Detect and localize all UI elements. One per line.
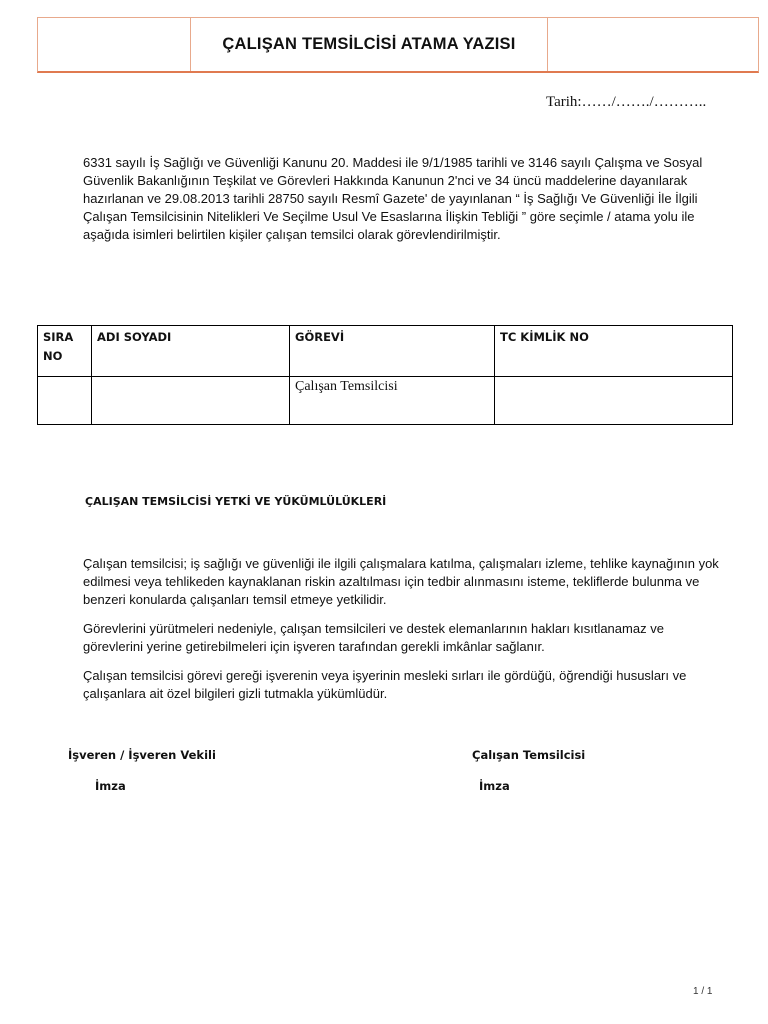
employer-title: İşveren / İşveren Vekili bbox=[68, 748, 216, 762]
header-left-cell bbox=[38, 18, 191, 71]
section-heading: ÇALIŞAN TEMSİLCİSİ YETKİ VE YÜKÜMLÜLÜKLERİ bbox=[85, 495, 387, 508]
representative-signature-label: İmza bbox=[479, 779, 510, 793]
col-header-sira: SIRA NO bbox=[38, 326, 92, 377]
cell-tc[interactable] bbox=[495, 377, 733, 425]
intro-paragraph: 6331 sayılı İş Sağlığı ve Güvenliği Kanunu 20. Maddesi ile 9/1/1985 tarihli ve 3146 sayılı Çalışma ve Sosyal Güvenlik Bakanlığının Teşkilat ve Görevleri Hakkında Kanunun 2'nci ve 34 üncü maddelerine dayanılarak hazırlanan ve 29.08.2013 tarihli 28750 sayılı Resmî Gazete' de yayınlanan “ İş Sağlığı Ve Güvenliği İle İlgili Çalışan Temsilcisinin Nitelikleri Ve Seçilme Usul Ve Esaslarına İlişkin Tebliği ” göre seçimle / atama yolu ile aşağıda isimleri belirtilen kişiler çalışan temsilci olarak görevlendirilmiştir. bbox=[83, 155, 703, 242]
employer-signature-label: İmza bbox=[95, 779, 126, 793]
representative-title: Çalışan Temsilcisi bbox=[472, 748, 586, 762]
representative-table bbox=[37, 325, 733, 425]
header-box bbox=[37, 17, 759, 73]
col-header-tc: TC KİMLİK NO bbox=[495, 326, 733, 377]
table-header-row bbox=[38, 326, 733, 377]
cell-adi[interactable] bbox=[92, 377, 290, 425]
paragraph-3: Çalışan temsilcisi görevi gereği işverenin veya işyerinin mesleki sırları ile gördüğü, öğrendiği hususları ve çalışanlara ait özel bilgileri gizli tutmakla yükümlüdür. bbox=[83, 668, 687, 701]
col-header-gorevi: GÖREVİ bbox=[290, 326, 495, 377]
cell-gorevi[interactable]: Çalışan Temsilcisi bbox=[290, 377, 495, 425]
paragraph-2: Görevlerini yürütmeleri nedeniyle, çalışan temsilcileri ve destek elemanlarının hakları kısıtlanamaz ve görevlerini yerine getirebilmeleri için işveren tarafından gerekli imkânlar sağlanır. bbox=[83, 621, 664, 654]
header-right-cell bbox=[548, 18, 758, 71]
date-line: Tarih:……/……./……….. bbox=[546, 94, 707, 110]
document-title: ÇALIŞAN TEMSİLCİSİ ATAMA YAZISI bbox=[191, 18, 548, 71]
table-row bbox=[38, 377, 733, 425]
page-number: 1 / 1 bbox=[693, 986, 713, 997]
cell-sira[interactable] bbox=[38, 377, 92, 425]
col-header-adi: ADI SOYADI bbox=[92, 326, 290, 377]
paragraph-1: Çalışan temsilcisi; iş sağlığı ve güvenliği ile ilgili çalışmalara katılma, çalışmaları izleme, tehlike kaynağının yok edilmesi veya tehlikeden kaynaklanan riskin azaltılması için tedbir alınmasını isteme, tekliflerde bulunma ve benzeri konularda çalışanları temsil etmeye yetkilidir. bbox=[83, 556, 719, 607]
